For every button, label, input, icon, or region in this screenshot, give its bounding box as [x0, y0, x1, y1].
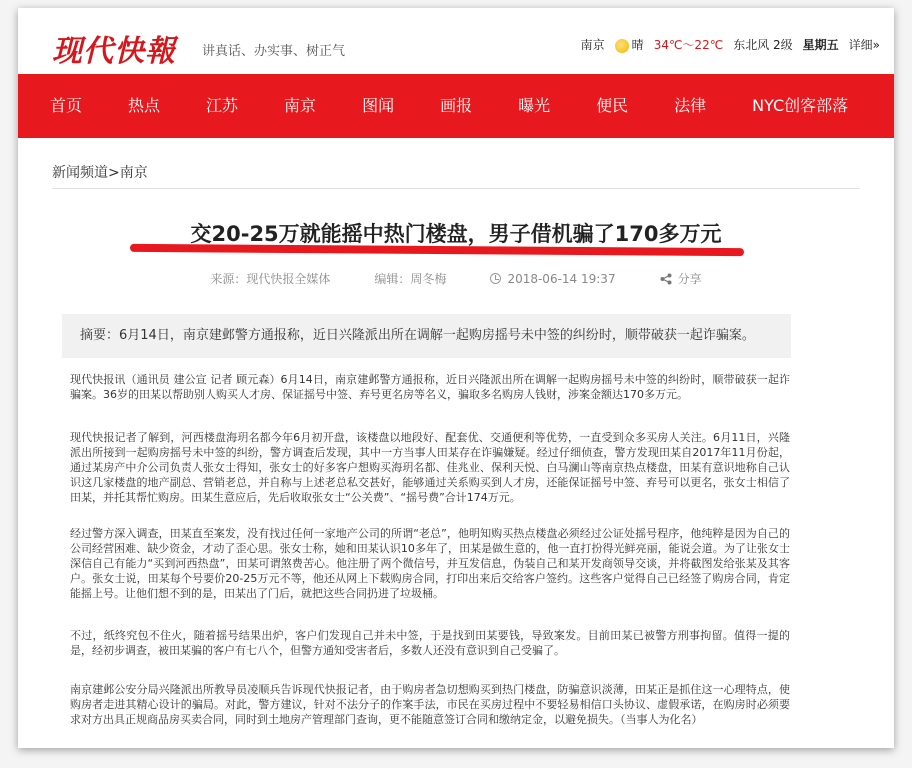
nav-item-nyc-maker[interactable]: NYC创客部落: [752, 96, 849, 115]
main-nav: [18, 74, 894, 138]
article-meta: [52, 270, 860, 287]
article-editor: 编辑：周冬梅: [374, 272, 447, 286]
top-header: [18, 8, 894, 74]
nav-item-pictorial[interactable]: 画报: [440, 96, 473, 115]
share-label: 分享: [677, 272, 702, 286]
nav-item-photo-news[interactable]: 图闻: [362, 96, 395, 115]
nav-item-exposure[interactable]: 曝光: [518, 96, 551, 115]
site-logo[interactable]: 现代快報: [52, 34, 176, 69]
weather-condition-group: [615, 36, 644, 53]
breadcrumb-section[interactable]: 南京: [119, 165, 148, 181]
weather-widget: [581, 36, 880, 53]
article-abstract: 摘要：6月14日，南京建邺警方通报称，近日兴隆派出所在调解一起购房摇号未中签的纠纷时，顺带破获一起诈骗案。: [62, 314, 791, 358]
share-button[interactable]: [660, 270, 702, 287]
article-paragraph-3: 经过警方深入调查，田某直至案发，没有找过任何一家地产公司的所谓“老总”，他明知购买热点楼盘必须经过公证处摇号程序，他纯粹是因为自己的公司经营困难、缺少资金，才动了歪心思。张女士称，她和田某认识10多年了，田某是做生意的，他一直打扮得光鲜亮丽，能说会道。为了让张女士深信自己有能力“买到河西热盘”，田某可谓煞费苦心。他注册了两个微信号，并互发信息，伪装自己和某开发商领导交谈，并将截图发给张某及其客户。张女士说，田某每个号要价20-25万元不等，他还从网上下载购房合同，打印出来后交给客户签约。这些客户觉得自己已经签了购房合同，肯定能摇上号。让他们想不到的是，田某出了门后，就把这些合同扔进了垃圾桶。: [70, 527, 790, 600]
site-slogan: 讲真话、办实事、树正气: [202, 44, 346, 59]
breadcrumb-channel[interactable]: 新闻频道: [52, 165, 108, 181]
weather-condition: 晴: [631, 38, 644, 52]
weather-city: 南京: [580, 38, 605, 52]
breadcrumb: [52, 162, 148, 182]
article-paragraph-4: 不过，纸终究包不住火，随着摇号结果出炉，客户们发现自己并未中签，于是找到田某要钱，导致案发。目前田某已被警方刑事拘留。值得一提的是，经初步调查，被田某骗的客户有七八个，但警方通知受害者后，多数人还没有意识到自己受骗了。: [70, 629, 790, 657]
nav-item-law[interactable]: 法律: [674, 96, 707, 115]
article-title: 交20-25万就能摇中热门楼盘，男子借机骗了170多万元: [190, 222, 722, 246]
clock-icon: [490, 273, 501, 284]
article-paragraph-1: 现代快报讯（通讯员 建公宣 记者 顾元森）6月14日，南京建邺警方通报称，近日兴隆派出所在调解一起购房摇号未中签的纠纷时，顺带破获一起诈骗案。36岁的田某以帮助别人购买人才房、保证摇号中签、弃号更名房等名义，骗取多名购房人钱财，涉案金额达170多万元。: [70, 373, 790, 401]
nav-item-nanjing[interactable]: 南京: [284, 96, 317, 115]
weather-details-link[interactable]: 详细»: [848, 38, 880, 52]
nav-item-jiangsu[interactable]: 江苏: [206, 96, 239, 115]
browser-page: [18, 8, 894, 748]
breadcrumb-divider: [52, 188, 860, 189]
weather-temperature: 34℃～22℃: [653, 38, 724, 52]
breadcrumb-separator: >: [108, 165, 120, 181]
article-paragraph-2: 现代快报记者了解到，河西楼盘海玥名都今年6月初开盘，该楼盘以地段好、配套优、交通便利等优势，一直受到众多买房人关注。6月11日，兴隆派出所接到一起购房摇号未中签的纠纷，警方调查后发现，其中一方当事人田某存在诈骗嫌疑。经过仔细侦查，警方发现田某自2017年11月份起，通过某房产中介公司负责人张女士得知，张女士的好多客户想购买海玥名都、佳兆业、保利天悦、白马澜山等南京热点楼盘，田某有意识地称自己认识这几家楼盘的地产副总、营销老总，并自称与上述老总私交甚好，能够通过关系购买到人才房，还能保证摇号中签、弃号可以更名，张女士相信了田某，并托其帮忙购房。田某生意应后，先后收取张女士“公关费”、“摇号费”合计174万元。: [70, 431, 790, 504]
nav-item-convenience[interactable]: 便民: [596, 96, 629, 115]
article-time: 2018-06-14 19:37: [507, 271, 616, 286]
weather-wind: 东北风 2级: [733, 38, 793, 52]
article-source: 来源：现代快报全媒体: [210, 272, 331, 286]
weather-day: 星期五: [802, 38, 839, 52]
sun-icon: [615, 39, 629, 53]
nav-item-home[interactable]: 首页: [50, 96, 83, 115]
share-icon: [660, 273, 672, 285]
article-paragraph-5: 南京建邺公安分局兴隆派出所教导员凌顺兵告诉现代快报记者，由于购房者急切想购买到热门楼盘，防骗意识淡薄，田某正是抓住这一心理特点，使购房者走进其精心设计的骗局。对此，警方建议，针对不法分子的作案手法，市民在买房过程中不要轻易相信口头协议、虚假承诺，在购房时必须要求对方出具正规商品房买卖合同，同时到土地房产管理部门查询，更不能随意签订合同和缴纳定金，以避免损失。（当事人为化名）: [70, 683, 790, 726]
nav-item-hot[interactable]: 热点: [128, 96, 161, 115]
article-time-group: [490, 270, 615, 287]
